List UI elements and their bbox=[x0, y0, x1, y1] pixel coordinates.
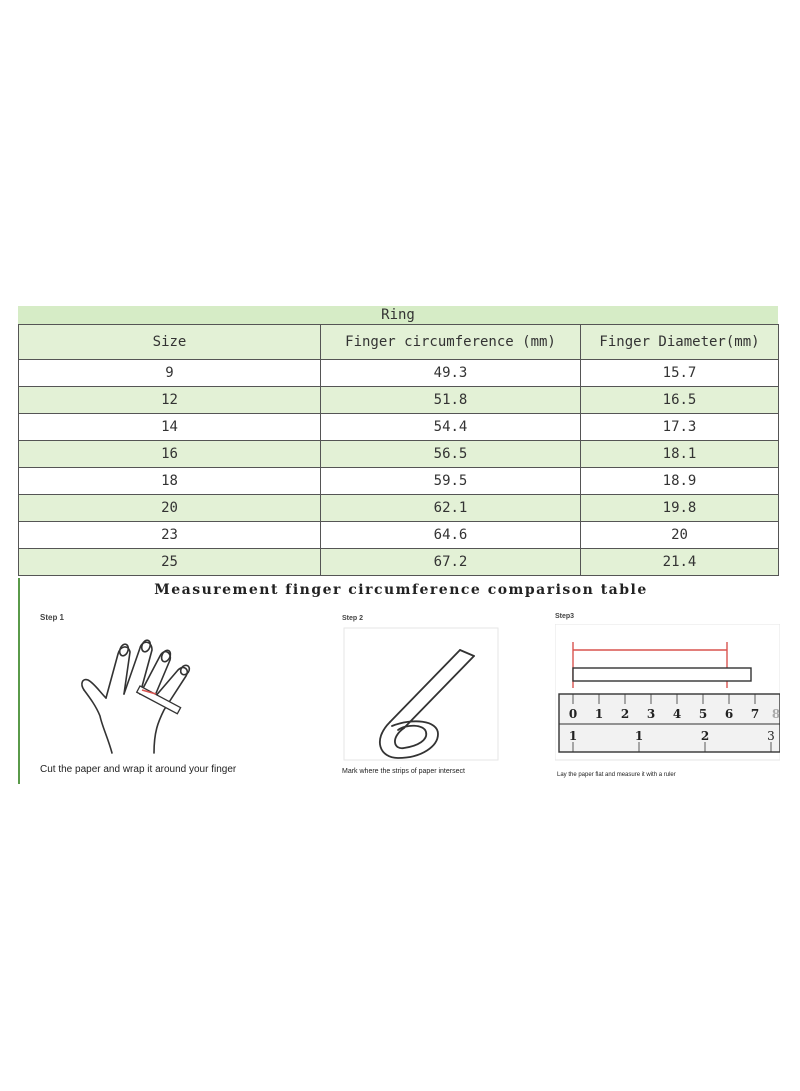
header-diameter: Finger Diameter(mm) bbox=[581, 325, 779, 360]
paper-loop-illustration bbox=[342, 626, 522, 762]
step3-label: Step3 bbox=[555, 613, 575, 620]
ruler-bottom-label: 1 bbox=[634, 729, 644, 743]
table-row bbox=[19, 468, 779, 495]
step2-caption: Mark where the strips of paper intersect bbox=[342, 768, 465, 775]
cell-size: 14 bbox=[19, 414, 321, 441]
flat-paper-strip bbox=[573, 668, 751, 681]
cell-diameter: 18.9 bbox=[581, 468, 779, 495]
table-row bbox=[19, 360, 779, 387]
cell-circumference: 67.2 bbox=[321, 549, 581, 576]
ruler-top-label: 7 bbox=[750, 707, 760, 721]
size-table bbox=[18, 324, 779, 576]
cell-circumference: 54.4 bbox=[321, 414, 581, 441]
step1-label: Step 1 bbox=[40, 613, 65, 622]
table-row bbox=[19, 549, 779, 576]
cell-diameter: 21.4 bbox=[581, 549, 779, 576]
table-row bbox=[19, 441, 779, 468]
cell-diameter: 19.8 bbox=[581, 495, 779, 522]
ring-size-table bbox=[18, 306, 778, 576]
measurement-guide bbox=[18, 578, 782, 784]
ruler-bottom-label: 1 bbox=[568, 729, 578, 743]
step2-label: Step 2 bbox=[342, 615, 364, 622]
table-header-row bbox=[19, 325, 779, 360]
cell-diameter: 15.7 bbox=[581, 360, 779, 387]
table-row bbox=[19, 522, 779, 549]
table-row bbox=[19, 387, 779, 414]
cell-diameter: 16.5 bbox=[581, 387, 779, 414]
cell-diameter: 17.3 bbox=[581, 414, 779, 441]
table-row bbox=[19, 495, 779, 522]
cell-size: 16 bbox=[19, 441, 321, 468]
table-title: Ring bbox=[18, 306, 778, 324]
ruler-top-label: 0 bbox=[568, 707, 578, 721]
ruler-bottom-label: 2 bbox=[700, 729, 710, 743]
cell-circumference: 56.5 bbox=[321, 441, 581, 468]
hand-wrap-illustration bbox=[60, 628, 220, 758]
cell-size: 23 bbox=[19, 522, 321, 549]
ruler-top-label: 3 bbox=[646, 707, 656, 721]
guide-title: Measurement finger circumference comparison table bbox=[154, 582, 648, 598]
cell-circumference: 59.5 bbox=[321, 468, 581, 495]
cell-size: 20 bbox=[19, 495, 321, 522]
header-circumference: Finger circumference (mm) bbox=[321, 325, 581, 360]
cell-circumference: 49.3 bbox=[321, 360, 581, 387]
header-size: Size bbox=[19, 325, 321, 360]
cell-circumference: 64.6 bbox=[321, 522, 581, 549]
cell-circumference: 62.1 bbox=[321, 495, 581, 522]
cell-circumference: 51.8 bbox=[321, 387, 581, 414]
paper-strip-icon bbox=[137, 686, 181, 714]
ruler-top-label: 2 bbox=[620, 707, 630, 721]
ruler-top-label: 6 bbox=[724, 707, 734, 721]
ruler-top-label: 1 bbox=[594, 707, 604, 721]
step1-caption: Cut the paper and wrap it around your finger bbox=[40, 764, 237, 775]
cell-diameter: 20 bbox=[581, 522, 779, 549]
cell-size: 9 bbox=[19, 360, 321, 387]
cell-size: 18 bbox=[19, 468, 321, 495]
ruler-icon bbox=[559, 694, 780, 752]
ruler-top-label: 8 bbox=[771, 707, 780, 721]
table-row bbox=[19, 414, 779, 441]
cell-diameter: 18.1 bbox=[581, 441, 779, 468]
ruler-top-label: 5 bbox=[698, 707, 708, 721]
step3-caption: Lay the paper flat and measure it with a ruler bbox=[557, 772, 676, 778]
ruler-measure-illustration bbox=[555, 624, 780, 764]
ruler-top-label: 4 bbox=[672, 707, 682, 721]
cell-size: 25 bbox=[19, 549, 321, 576]
ruler-bottom-label: 3 bbox=[767, 729, 775, 743]
cell-size: 12 bbox=[19, 387, 321, 414]
